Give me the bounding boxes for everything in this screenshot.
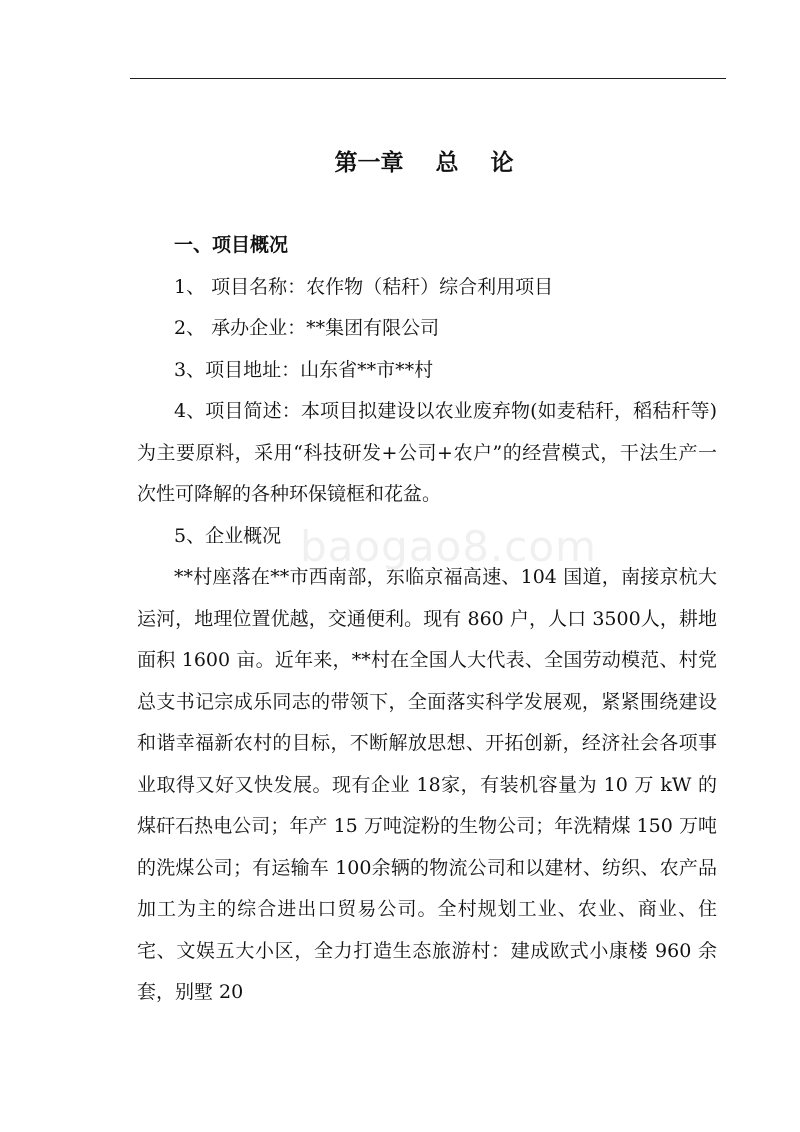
section-heading: 一、项目概况: [174, 234, 289, 256]
item-address: 3、项目地址：山东省**市**村: [174, 358, 434, 381]
item-company: 2、 承办企业：**集团有限公司: [174, 317, 440, 339]
header-rule: [130, 78, 726, 79]
item-summary: 4、项目简述：本项目拟建设以农业废弃物(如麦秸秆，稻秸秆等)为主要原料，采用“科技研发+公司+农户”的经营模式，干法生产一次性可降解的各种环保镜框和花盆。: [137, 400, 717, 505]
watermark: baogao8.com: [300, 522, 597, 571]
item-project-name: 1、 项目名称：农作物（秸秆）综合利用项目: [174, 275, 554, 298]
item-company-overview: 5、企业概况: [174, 524, 282, 547]
document-body: [137, 225, 717, 1014]
body-paragraph: **村座落在**市西南部，东临京福高速、104 国道，南接京杭大运河，地理位置优越，交通便利。现有 860 户，人口 3500人，耕地面积 1600 亩。近年来，**村在全国人大代表、全国劳动模范、村党总支书记宗成乐同志的带领下，全面落实科学发展观，紧紧围绕建设和谐幸福新农村的目标，不断解放思想、开拓创新，经济社会各项事业取得又好又快发展。现有企业 18家，有装机容量为 10 万 kW 的煤矸石热电公司；年产 15 万吨淀粉的生物公司；年洗精煤 150 万吨的洗煤公司；有运输车 100余辆的物流公司和以建材、纺织、农产品加工为主的综合进出口贸易公司。全村规划工业、农业、商业、住宅、文娱五大小区，全力打造生态旅游村：建成欧式小康楼 960 余套，别墅 20: [137, 566, 717, 1003]
chapter-title: 第一章 总 论: [334, 149, 514, 176]
